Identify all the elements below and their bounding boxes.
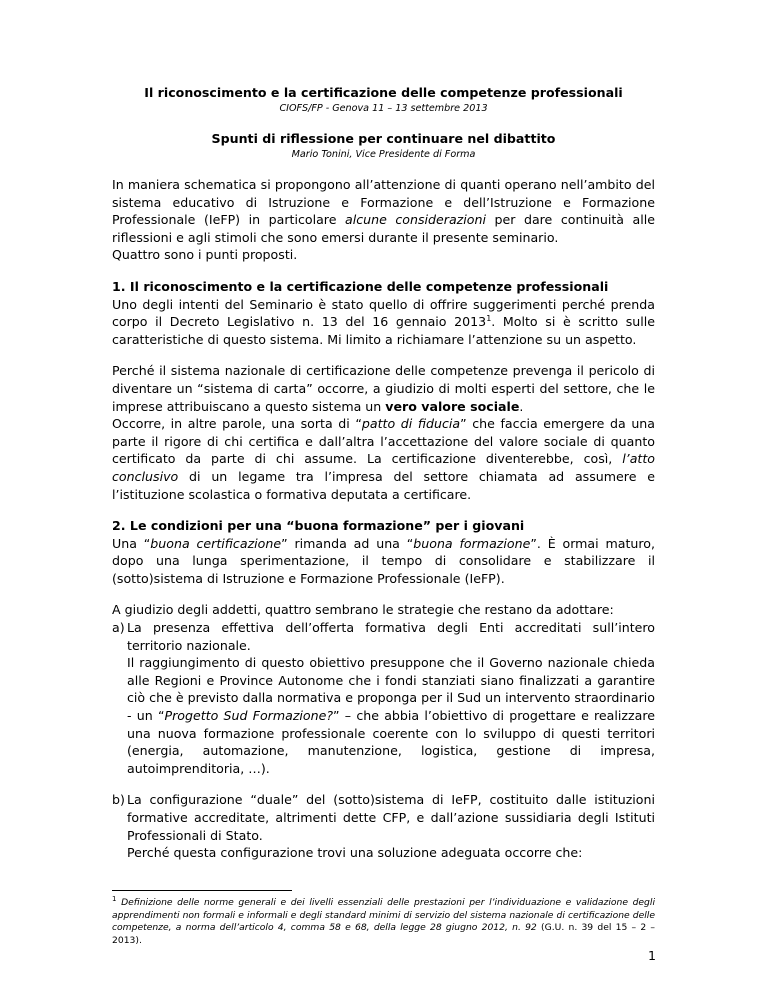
list-marker-a: a) <box>112 620 125 636</box>
author-line: Mario Tonini, Vice Presidente di Forma <box>291 149 476 160</box>
s1p2-strong: vero valore sociale <box>385 398 520 414</box>
document-page <box>112 84 655 948</box>
s1p2-text-end: . <box>519 398 524 414</box>
list-marker-b: b) <box>112 792 125 808</box>
s2p1-emphasis-1: buona certificazione <box>150 535 282 551</box>
s2p1-emphasis-2: buona formazione <box>413 535 531 551</box>
document-subtitle: Spunti di riflessione per continuare nel dibattito <box>211 131 556 146</box>
list-item-b <box>112 791 655 861</box>
list-a-text-2 <box>127 654 655 777</box>
s1p3-emphasis-2: l’atto conclusivo <box>112 451 655 484</box>
section-1-title: 1. Il riconoscimento e la certificazione delle competenze professionali <box>112 278 609 294</box>
list-a-text-2-end: ” – che abbia l’obiettivo di progettare e realizzare una nuova formazione professionale coerente con lo sviluppo di questi territori (energia, automazione, manutenzione, logistica, gestione di impresa, autoimprenditoria, …). <box>127 708 655 776</box>
intro-emphasis: alcune considerazioni <box>344 212 486 228</box>
intro-paragraph <box>112 176 655 246</box>
footnote-number: 1 <box>112 894 117 903</box>
section-2-paragraph-1 <box>112 535 655 588</box>
s2p1-text: Una “ <box>112 535 151 551</box>
footnote <box>112 894 656 948</box>
footnote-divider <box>112 890 292 891</box>
s1p1-text-end: . Molto si è scritto sulle caratteristiche di questo sistema. Mi limito a richiamare l’attenzione su un aspetto. <box>112 314 655 347</box>
s1p3-text: Occorre, in altre parole, una sorta di “ <box>112 416 362 432</box>
footnote-emphasis: Definizione delle norme generali e dei livelli essenziali delle prestazioni per l’individuazione e validazione degli apprendimenti non formali e informali e degli standard minimi di servizio del sistema nazionale di certificazione delle competenze, a norma dell’articolo 4, comma 58 e 68, della legge 28 giugno 2012, n. 92 <box>112 896 655 934</box>
list-a-text-2-start: Il raggiungimento di questo obiettivo presuppone che il Governo nazionale chieda alle Regioni e Province Autonome che i fondi stanziati siano finalizzati a garantire ciò che è previsto dalla normativa e proponga per il Sud un intervento straordinario - un “ <box>127 655 655 724</box>
s2p1-text-end: ”. È ormai maturo, dopo una lunga sperimentazione, il tempo di consolidare e stabilizzare il (sotto)sistema di Istruzione e Formazione Professionale (IeFP). <box>112 535 656 586</box>
intro-text: In maniera schematica si propongono all’attenzione di quanti operano nell’ambito del sistema educativo di Istruzione e Formazione e dell’Istruzione e Formazione Professionale (IeFP) in particolare <box>112 177 655 228</box>
section-1-paragraph-2 <box>112 362 655 415</box>
section-2-paragraph-2: A giudizio degli addetti, quattro sembrano le strategie che restano da adottare: <box>112 602 614 618</box>
s2p1-text-mid: ” rimanda ad una “ <box>281 535 414 551</box>
list-item-a <box>112 619 655 777</box>
event-line: CIOFS/FP - Genova 11 – 13 settembre 2013 <box>279 103 488 114</box>
s1p3-text-mid: ” che faccia emergere da una parte il rigore di chi certifica e dall’altra l’accettazione del valore sociale di quanto certificato da parte di chi assume. La certificazione diventerebbe, così, <box>112 416 655 467</box>
section-1-paragraph-3 <box>112 415 655 503</box>
list-a-emphasis: Progetto Sud Formazione? <box>164 708 334 724</box>
intro-text-end: per dare continuità alle riflessioni e agli stimoli che sono emersi durante il presente seminario. <box>112 212 655 245</box>
s1p1-text: Uno degli intenti del Seminario è stato quello di offrire suggerimenti perché prenda corpo il Decreto Legislativo n. 13 del 16 gennaio 2013 <box>112 296 655 330</box>
s1p3-emphasis-1: patto di fiducia <box>361 416 461 432</box>
s1p2-text: Perché il sistema nazionale di certificazione delle competenze prevenga il pericolo di diventare un “sistema di carta” occorre, a giudizio di molti esperti del settore, che le imprese attribuiscano a questo sistema un <box>112 363 655 414</box>
list-b-text-2: Perché questa configurazione trovi una soluzione adeguata occorre che: <box>127 845 583 861</box>
footnote-reference[interactable]: 1 <box>486 313 492 323</box>
document-title: Il riconoscimento e la certificazione delle competenze professionali <box>144 85 623 100</box>
list-b-text-1: La configurazione “duale” del (sotto)sistema di IeFP, costituito dalle istituzioni formative accreditate, altrimenti dette CFP, e dall’azione sussidiaria degli Istituti Professionali di Stato. <box>127 792 655 843</box>
list-body-a <box>127 619 655 777</box>
section-1-paragraph-1 <box>112 296 655 349</box>
intro-points-line: Quattro sono i punti proposti. <box>112 247 298 263</box>
footnote-tail: (G.U. n. 39 del 15 – 2 – 2013). <box>112 922 656 947</box>
section-2-title: 2. Le condizioni per una “buona formazione” per i giovani <box>112 518 525 534</box>
list-body-b <box>127 791 655 861</box>
list-a-text-1: La presenza effettiva dell’offerta formativa degli Enti accreditati sull’intero territorio nazionale. <box>127 620 655 653</box>
s1p3-text-end: di un legame tra l’impresa del settore chiamata ad assumere e l’istituzione scolastica o formativa deputata a certificare. <box>112 468 655 502</box>
page-number: 1 <box>647 948 656 963</box>
